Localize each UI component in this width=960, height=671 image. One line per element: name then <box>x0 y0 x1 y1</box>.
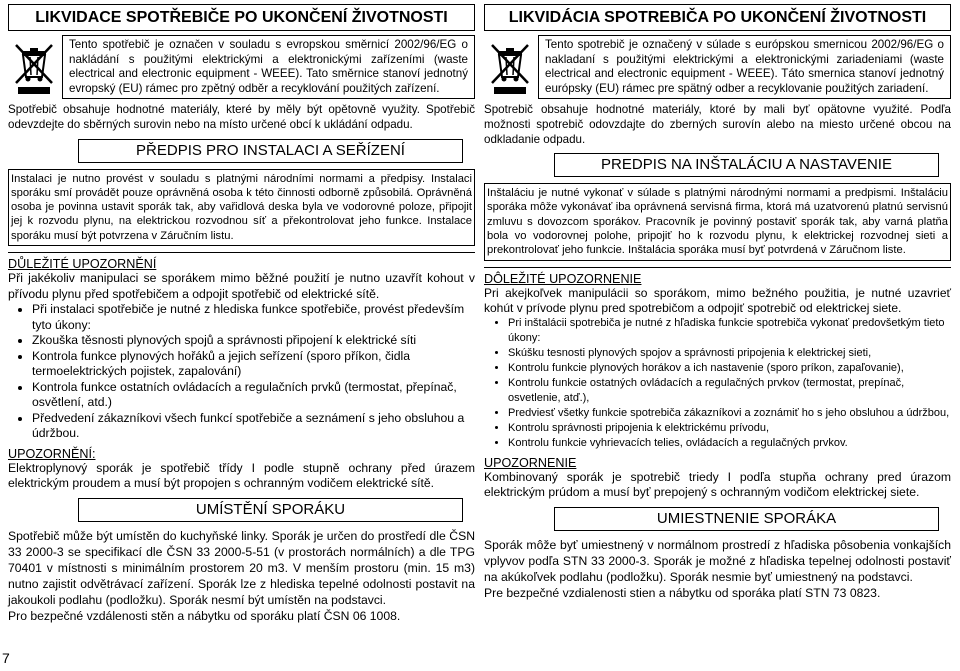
list-item: • Predviesť všetky funkcie spotrebiča zákazníkovi a zoznámiť ho s jeho obsluhou a údržbou, <box>508 406 951 421</box>
weee-text: Tento spotrebič je označený v súlade s európskou smernicou 2002/96/EG o nakladaní s použitými elektrickými a elektronickými zariadeniami (waste electrical and electronic equipment - WEEE). Táto smernica stanoví jednotný európsky (EU) rámec pre spätný odber a recyklovanie použitých zariadení. <box>538 35 951 99</box>
weee-section <box>8 35 475 99</box>
install-title: PREDPIS NA INŠTALÁCIU A NASTAVENIE <box>554 153 939 177</box>
disposal-title: LIKVIDACE SPOTŘEBIČE PO UKONČENÍ ŽIVOTNOSTI <box>8 4 475 31</box>
placement-text-2: Pro bezpečné vzdálenosti stěn a nábytku od sporáku platí ČSN 06 1008. <box>8 608 401 623</box>
warning-title: UPOZORNĚNÍ: <box>8 446 96 461</box>
important-section <box>484 267 951 501</box>
list-item: • Kontrola funkce plynových hořáků a jejich seřízení (sporo příkon, čidla termoelektrických pojistek, zapalování) <box>32 349 475 380</box>
warning-title: UPOZORNENIE <box>484 455 577 470</box>
crossed-bin-icon <box>8 39 62 97</box>
page-number: 7 <box>2 650 10 666</box>
list-item: • Kontrolu správnosti pripojenia k elektrickému prívodu, <box>508 421 951 436</box>
important-text: Pri akejkoľvek manipulácii so sporákom, mimo bežného použitia, je nutné uzavrieť kohút v prívode plynu pred spotrebičom a odpojiť spotrebič od elektrickej siete. <box>484 285 951 315</box>
list-item: • Pri inštalácii spotrebiča je nutné z hľadiska funkcie spotrebiča vykonať predovšetkým tieto úkony: <box>508 316 951 346</box>
placement-title: UMIESTNENIE SPORÁKA <box>554 507 939 531</box>
placement-text: Spotřebič může být umístěn do kuchyňské linky. Sporák je určen do prostředí dle ČSN 33 2000-3 se specifikací dle ČSN 33 2000-5-51 (v prostorách normálních) a dle TPG 70401 v místnosti s minimálním prostorem 20 m3. V menším prostoru (min. 15 m3) nutno zajistit odvětrávací zařízení. Sporák lze z hlediska tepelné odolnosti postavit na jakoukoli podlahu (podložku). Sporák nesmí být umístěn na podstavci. <box>8 528 475 607</box>
list-item: • Kontrolu funkcie ostatných ovládacích a regulačných prvkov (termostat, prepínač, osvetlenie, atď.), <box>508 376 951 406</box>
list-item: • Při instalaci spotřebiče je nutné z hlediska funkce spotřebiče, provést především tyto úkony: <box>32 302 475 333</box>
warning-text: Kombinovaný sporák je spotrebič triedy I podľa stupňa ochrany pred úrazom elektrickým prúdom a musí byť prepojený s ochranným vodičom elektrickej siete. <box>484 469 951 500</box>
slovak-column <box>484 4 951 601</box>
important-title: DŮLEŽITÉ UPOZORNĚNÍ <box>8 257 157 272</box>
list-item: • Předvedení zákazníkovi všech funkcí spotřebiče a seznámení s jeho obsluhou a údržbou. <box>32 411 475 442</box>
install-text: Instalaci je nutno provést v souladu s platnými národními normami a předpisy. Instalaci sporáku smí provádět pouze oprávněná osoba k této činnosti odborně způsobilá. Oprávněná osoba je povinna ustavit sporák tak, aby vařidlová deska byla ve vodorovné poloze, připojit jej k rozvodu plynu, na elektrickou rozvodnou síť a překontrolovat jeho funkce. Instalace sporáku musí být potvrzena v Záručním listu. <box>8 169 475 246</box>
recycle-text: Spotřebič obsahuje hodnotné materiály, které by měly být opětovně využity. Spotřebič odevzdejte do sběrných surovin nebo na místo určené obcí k ukládání odpadu. <box>8 103 475 131</box>
install-steps-list <box>8 302 475 442</box>
placement-text: Sporák môže byť umiestnený v normálnom prostredí z hľadiska pôsobenia vonkajších vplyvov podľa STN 33 2000-3. Sporák je možné z hľadiska tepelnej odolnosti postaviť na akúkoľvek podlahu (podložku). Sporák nesmie byť umiestnený na podstavci. <box>484 537 951 584</box>
placement-title: UMÍSTĚNÍ SPORÁKU <box>78 498 463 522</box>
important-section <box>8 252 475 492</box>
list-item: • Kontrolu funkcie plynových horákov a ich nastavenie (sporo príkon, zapaľovanie), <box>508 361 951 376</box>
install-steps-list <box>484 316 951 451</box>
list-item: • Skúšku tesnosti plynových spojov a správnosti pripojenia k elektrickej sieti, <box>508 346 951 361</box>
czech-column <box>8 4 475 624</box>
install-text: Inštaláciu je nutné vykonať v súlade s platnými národnými normami a predpismi. Inštaláciu sporáka môže vykonávať iba oprávnená servisná firma, ktorá má uzatvorenú platnú servisnú zmluvu s dovozcom sporákov. Pracovník je povinný postaviť sporák tak, aby varná platňa bola vo vodorovnej polohe, pripojiť ho k rozvodu plynu, k elektrickej rozvodnej sieti a prekontrolovať jeho funkcie. Inštalácia sporáka musí byť potvrdená v Záručnom liste. <box>484 183 951 260</box>
install-title: PŘEDPIS PRO INSTALACI A SEŘÍZENÍ <box>78 139 463 163</box>
disposal-title: LIKVIDÁCIA SPOTREBIČA PO UKONČENÍ ŽIVOTNOSTI <box>484 4 951 31</box>
important-title: DÔLEŽITÉ UPOZORNENIE <box>484 271 642 286</box>
recycle-text: Spotrebič obsahuje hodnotné materiály, ktoré by mali byť opätovne využité. Podľa možnosti spotrebič odovzdajte do zberných surovín alebo na miesto určené obcou na odkladanie odpadu. <box>484 103 951 146</box>
warning-text: Elektroplynový sporák je spotřebič třídy I podle stupně ochrany před úrazem elektrickým proudem a musí být propojen s ochranným vodičem elektrické sítě. <box>8 460 475 491</box>
weee-section <box>484 35 951 99</box>
weee-text: Tento spotřebič je označen v souladu s evropskou směrnicí 2002/96/EG o nakládání s použitými elektrickými a elektronickými zařízeními (waste electrical and electronic equipment - WEEE). Tato směrnice stanoví jednotný evropský (EU) rámec pro zpětný odběr a recyklování použitých zařízení. <box>62 35 475 99</box>
list-item: • Zkouška těsnosti plynových spojů a správnosti připojení k elektrické síti <box>32 333 475 349</box>
crossed-bin-icon <box>484 39 538 97</box>
placement-text-2: Pre bezpečné vzdialenosti stien a nábytku od sporáka platí STN 73 0823. <box>484 585 881 600</box>
list-item: • Kontrolu funkcie vyhrievacích telies, ovládacích a regulačných prvkov. <box>508 436 951 451</box>
list-item: • Kontrola funkce ostatních ovládacích a regulačních prvků (termostat, přepínač, osvětlení, atd.) <box>32 380 475 411</box>
important-text: Při jakékoliv manipulaci se sporákem mimo běžné použití je nutno uzavřít kohout v přívodu plynu před spotřebičem a odpojit spotřebič od elektrické sítě. <box>8 271 475 301</box>
